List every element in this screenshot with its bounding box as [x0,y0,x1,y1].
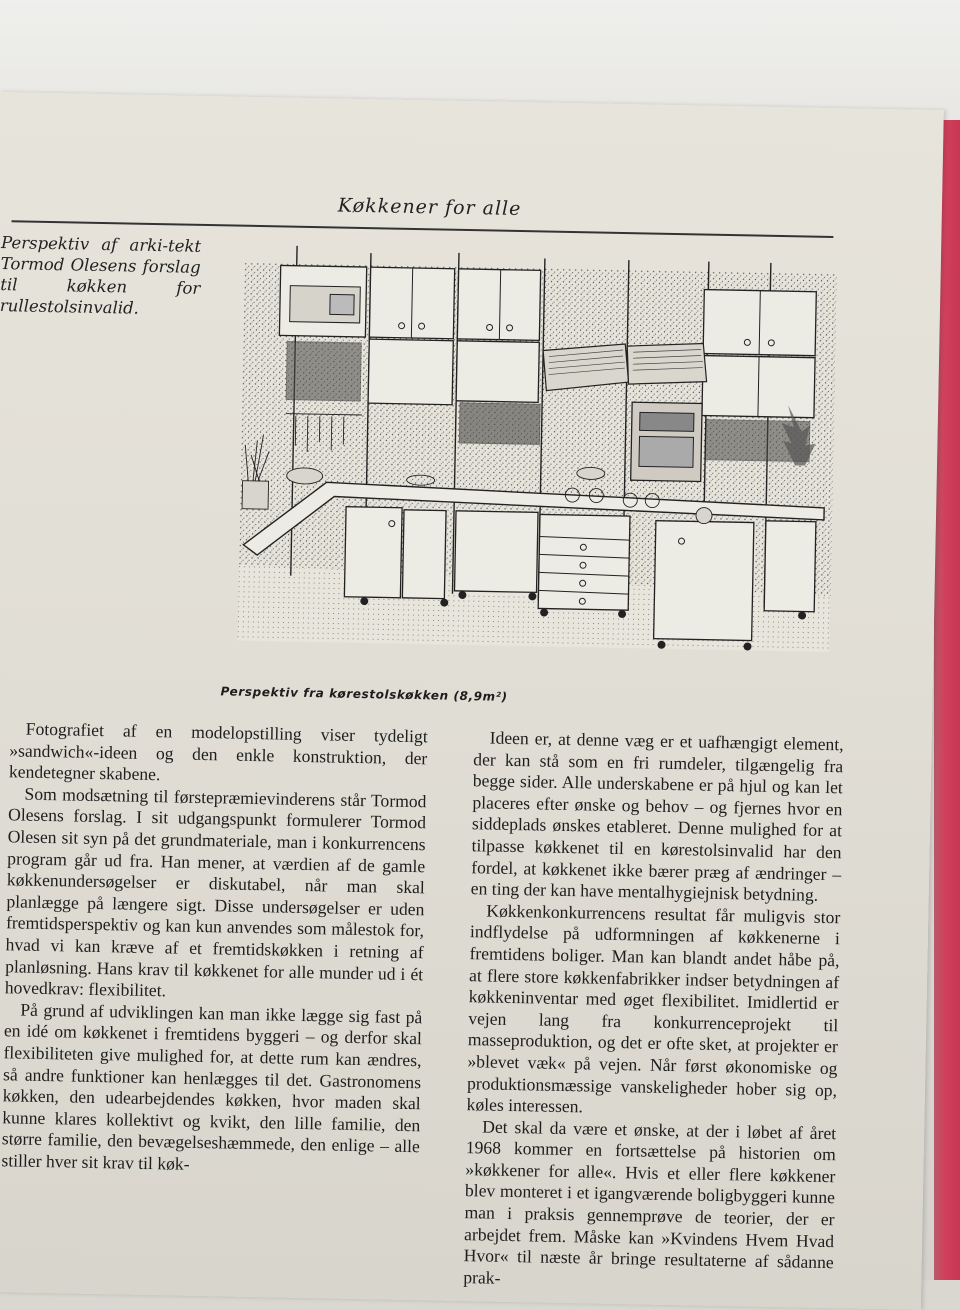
paragraph: Ideen er, at denne væg er et uafhængigt element, der kan stå som en fri rumdeler, tilgængelig fra begge sider. Alle underskabene er på hjul og kan let placeres efter ønske og behov – og fjernes hvor en siddeplads ønskes etableret. Denne mulighed for at tilpasse køkkenet til en kørestolsinvalid har den fordel, at køkkenet ikke bærer præg af ændringer – en ting der kan have mentalhygiejnisk betydning. [471,727,844,907]
paragraph: Køkkenkonkurrencens resultat får muligvis stor indflydelse på udformningen af køkkenerne i fremtidens boliger. Man kan blandt andet håbe på, at flere store køkkenfabrikker indser betydningen af køkkeninventar med øget flexibilitet. Imidlertid er vejen lang fra konkurrenceprojekt til masseproduktion, og det er ofte sket, at projekter er »blevet væk« på vejen. Når først økonomiske og produktionsmæssige vanskeligheder hober sig op, køles interessen. [466,900,840,1123]
paragraph: Det skal da være et ønske, at der i løbet af året 1968 kommer en fortsættelse på historien om »køkkener for alle«. Hvis et eller flere køkkener blev monteret i et igangværende boligbyggeri kunne man i praksis gennemprøve de teorier, der er arbejdet frem. Måske kan »Kvindens Hvem Hvad Hvor« til næste år bringe resultaterne af sådanne prak- [463,1116,836,1296]
book-page [0,92,944,1310]
kitchen-illustration [231,245,841,674]
text-column-right [463,727,844,1295]
paragraph: Som modsætning til førstepræmievinderens står Tormod Olesens forslag. I sit udgangspunkt formulerer Tormod Olesen sit syn på det grundmateriale, man i konkurrencens program går ud fra. Han mener, at værdien af de gamle køkkenundersøgelser er diskutabel, når man skal planlægge på længere sigt. Disse undersøgelser er uden fremtidsperspektiv og kan kun anvendes som målestok for, hvad vi kan kræve af et fremtidskøkken i retning af planløsning. Hans krav til køkkenet for alle munder ud i ét hovedkrav: flexibilitet. [5,783,427,1007]
side-caption: Perspektiv af arki-tekt Tormod Olesens forslag til køkken for rullestolsinvalid. [0,232,201,320]
paragraph: Fotografiet af en modelopstilling viser tydeligt »sandwich«-ideen og den enkle konstruktion, der kendetegner skabene. [9,718,428,791]
running-head: Køkkener for alle [338,195,538,221]
text-column-left [1,718,428,1179]
paragraph: På grund af udviklingen kan man ikke lægge sig fast på en idé om køkkenet i fremtidens byggeri – og derfor skal flexibiliteten give mulighed for, at dette rum kan ændres, så andre funktioner kan henlægges til det. Gastronomens køkken, den udearbejdendes køkken, hvor maden skal kunne klares kollektivt og kvikt, den lille familie, den større familie, den bevægelseshæmmede, den enlige – alle stiller hver sit krav til køk- [1,999,422,1180]
figure-caption: Perspektiv fra kørestolskøkken (8,9m²) [220,684,680,707]
